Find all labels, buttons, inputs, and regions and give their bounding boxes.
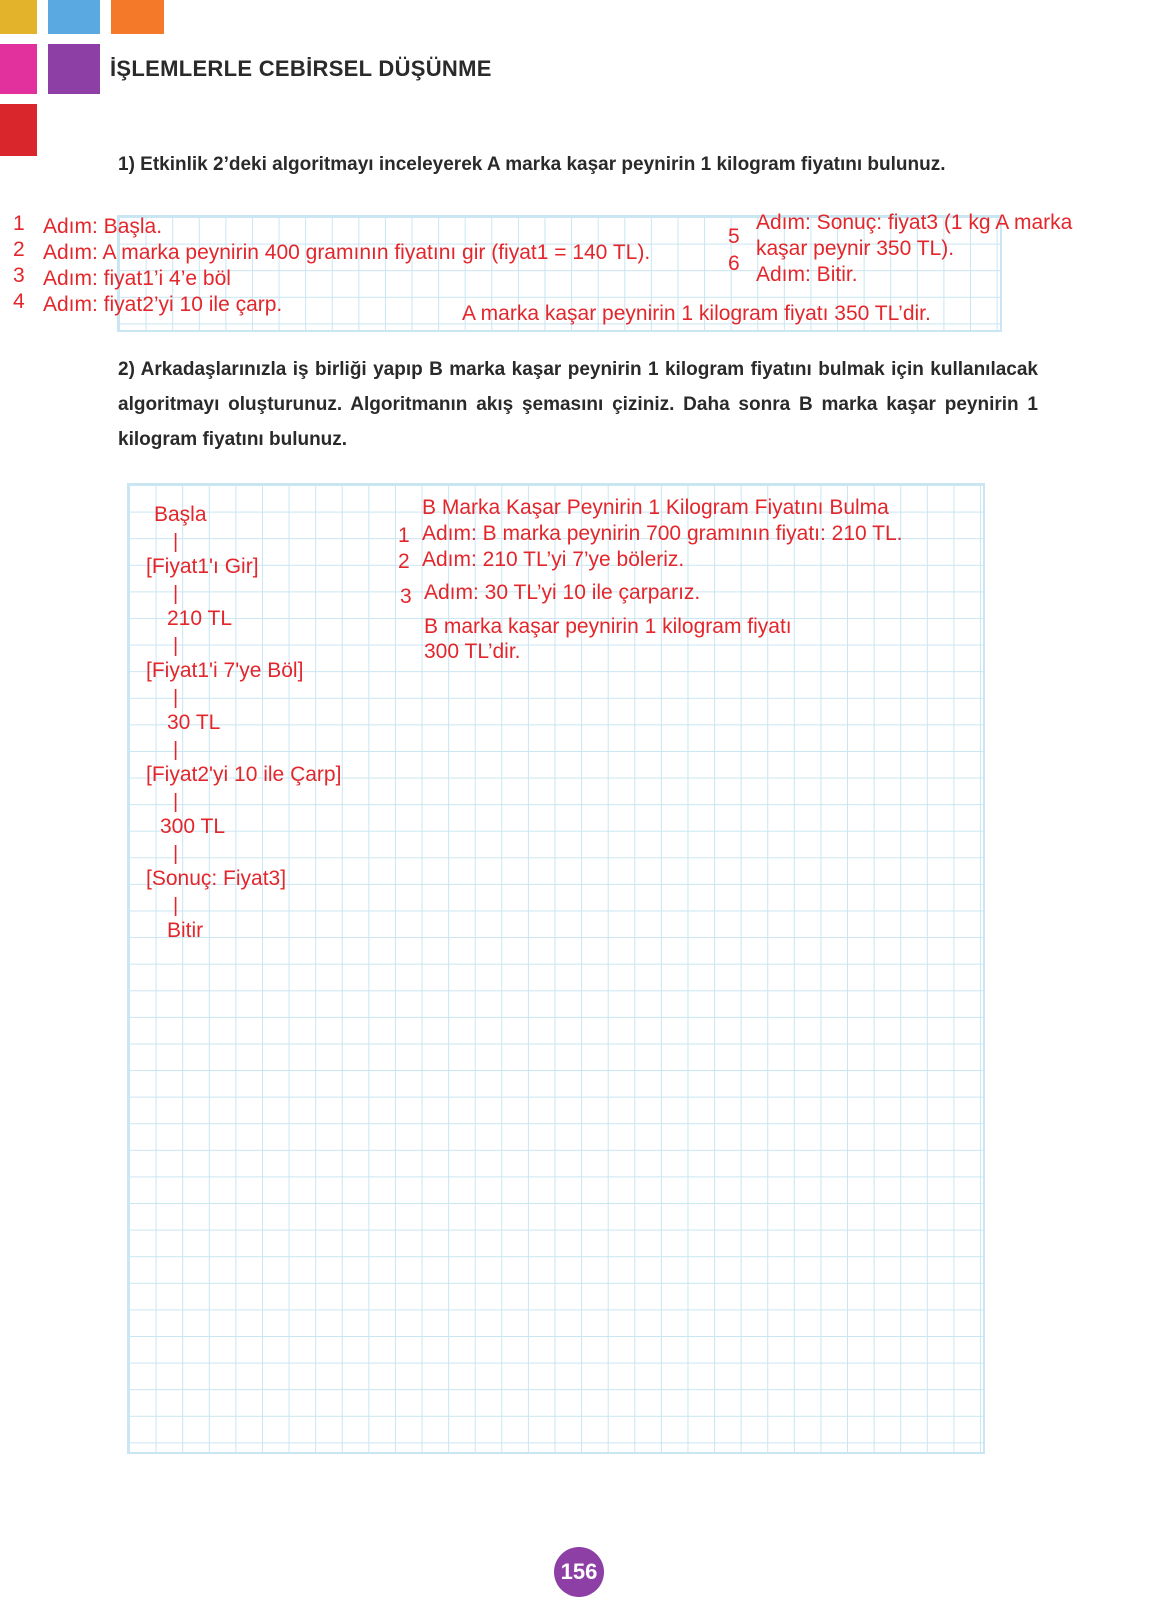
step-text-5-line2: kaşar peynir 350 TL). (756, 237, 955, 260)
question-1-text: 1) Etkinlik 2’deki algoritmayı inceleyerek A marka kaşar peynirin 1 kilogram fiyatını bulunuz. (118, 154, 946, 175)
step-number-5: 5 (728, 225, 740, 248)
algo-step-number-2: 2 (398, 550, 410, 573)
flow-node-multiply: [Fiyat2'yi 10 ile Çarp] (146, 763, 342, 786)
algo-result-line2: 300 TL’dir. (424, 640, 521, 663)
page-title: İŞLEMLERLE CEBİRSEL DÜŞÜNME (110, 56, 492, 81)
step-text-4: Adım: fiyat2’yi 10 ile çarp. (43, 293, 283, 316)
step-text-6: Adım: Bitir. (756, 263, 858, 286)
algo-result-line1: B marka kaşar peynirin 1 kilogram fiyatı (424, 615, 792, 638)
flow-value-30: 30 TL (167, 711, 221, 734)
flow-connector: | (173, 583, 179, 605)
flow-node-result: [Sonuç: Fiyat3] (146, 867, 287, 890)
question-2-text: 2) Arkadaşlarınızla iş birliği yapıp B marka kaşar peynirin 1 kilogram fiyatını bulmak için kullanılacak algoritmayı oluşturunuz. Algoritmanın akış şemasını çiziniz. Daha sonra B marka kaşar peynirin 1 kilogram fiyatını bulunuz. (118, 359, 1038, 450)
algo-step-text-2: Adım: 210 TL’yi 7’ye böleriz. (422, 548, 685, 571)
flow-node-start: Başla (154, 503, 207, 526)
step-text-1: Adım: Başla. (43, 215, 163, 238)
answer-1: A marka kaşar peynirin 1 kilogram fiyatı 350 TL’dir. (462, 302, 931, 325)
flow-node-end: Bitir (167, 919, 204, 942)
decor-square-pink (0, 44, 37, 94)
flow-connector: | (173, 739, 179, 761)
algo-step-text-3: Adım: 30 TL’yi 10 ile çarparız. (424, 581, 701, 604)
algo-title: B Marka Kaşar Peynirin 1 Kilogram Fiyatını Bulma (422, 496, 889, 519)
flow-connector: | (173, 531, 179, 553)
decor-square-orange (111, 0, 164, 34)
algo-step-text-1: Adım: B marka peynirin 700 gramının fiyatı: 210 TL. (422, 522, 903, 545)
flow-connector: | (173, 635, 179, 657)
step-text-5-line1: Adım: Sonuç: fiyat3 (1 kg A marka (756, 211, 1073, 234)
flow-connector: | (173, 843, 179, 865)
step-text-2: Adım: A marka peynirin 400 gramının fiyatını gir (fiyat1 = 140 TL). (43, 241, 651, 264)
step-number-6: 6 (728, 252, 740, 275)
step-number-3: 3 (13, 264, 25, 287)
step-number-2: 2 (13, 238, 25, 261)
flow-value-300: 300 TL (160, 815, 225, 838)
flow-value-210: 210 TL (167, 607, 232, 630)
step-text-3: Adım: fiyat1’i 4’e böl (43, 267, 231, 290)
step-number-4: 4 (13, 290, 25, 313)
algo-step-number-3: 3 (400, 585, 412, 608)
flow-connector: | (173, 791, 179, 813)
flow-node-input: [Fiyat1'ı Gir] (146, 555, 259, 578)
flow-node-divide: [Fiyat1'i 7'ye Böl] (146, 659, 304, 682)
page-number: 156 (554, 1547, 604, 1597)
step-number-1: 1 (13, 212, 25, 235)
algo-step-number-1: 1 (398, 524, 410, 547)
decor-square-red (0, 104, 37, 156)
decor-square-yellow (0, 0, 37, 34)
decor-square-purple (48, 44, 100, 94)
decor-square-blue (48, 0, 100, 34)
flow-connector: | (173, 687, 179, 709)
flow-connector: | (173, 895, 179, 917)
